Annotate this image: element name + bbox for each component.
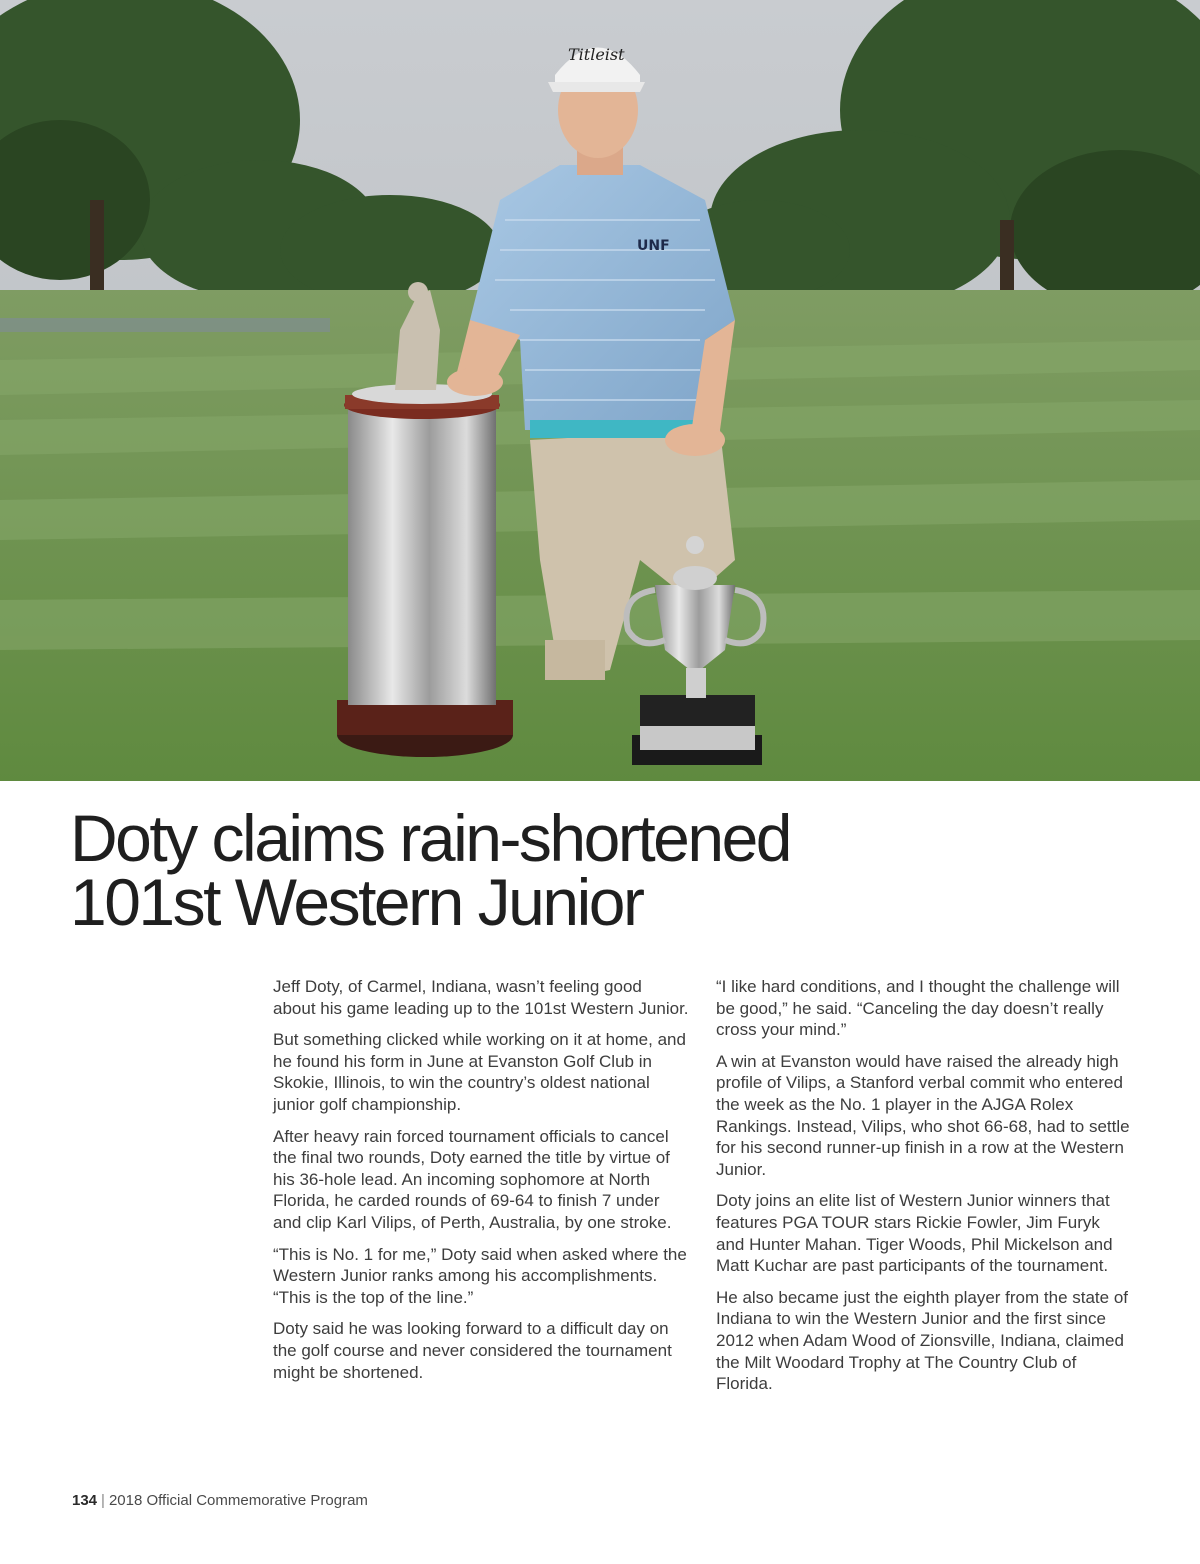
page-number: 134 [72,1492,98,1509]
headline-line-1: Doty claims rain-shortened [70,801,790,875]
hero-photo [0,0,1200,781]
article-body [273,976,1133,1405]
page-footer [72,1492,368,1509]
left-column [273,976,689,1405]
paragraph: Doty said he was looking forward to a difficult day on the golf course and never considered the tournament might be shortened. [273,1319,672,1382]
right-column [716,976,1132,1405]
paragraph: He also became just the eighth player from the state of Indiana to win the Western Junior and the first since 2012 when Adam Wood of Zionsville, Indiana, claimed the Milt Woodard Trophy at The Country Club of Florida. [716,1287,1129,1394]
article-headline [70,801,1070,939]
svg-text:UNF: UNF [637,238,670,254]
paragraph: “This is No. 1 for me,” Doty said when asked where the Western Junior ranks among his accomplishments. “This is the top of the line.” [273,1244,687,1307]
paragraph: “I like hard conditions, and I thought the challenge will be good,” he said. “Canceling the day doesn’t really cross your mind.” [716,977,1120,1040]
publication-name: 2018 Official Commemorative Program [108,1492,368,1509]
paragraph: After heavy rain forced tournament officials to cancel the final two rounds, Doty earned the title by virtue of his 36-hole lead. An incoming sophomore at North Florida, he carded rounds of 69-64 to finish 7 under and clip Karl Vilips, of Perth, Australia, by one stroke. [273,1126,672,1232]
paragraph: A win at Evanston would have raised the already high profile of Vilips, a Stanford verbal commit who entered the week as the No. 1 player in the AJGA Rolex Rankings. Instead, Vilips, who shot 66-68, had to settle for his second runner-up finish in a row at the Western Junior. [716,1051,1130,1179]
svg-text:Titleist: Titleist [568,45,625,64]
footer-separator: | [101,1492,105,1509]
paragraph: Jeff Doty, of Carmel, Indiana, wasn’t feeling good about his game leading up to the 101st Western Junior. [273,977,689,1018]
headline-line-2: 101st Western Junior [70,865,643,939]
paragraph: But something clicked while working on it at home, and he found his form in June at Evanston Golf Club in Skokie, Illinois, to win the country’s oldest national junior golf championship. [273,1030,686,1114]
paragraph: Doty joins an elite list of Western Junior winners that features PGA TOUR stars Rickie Fowler, Jim Furyk and Hunter Mahan. Tiger Woods, Phil Mickelson and Matt Kuchar are past participants of the tournament. [716,1191,1113,1276]
